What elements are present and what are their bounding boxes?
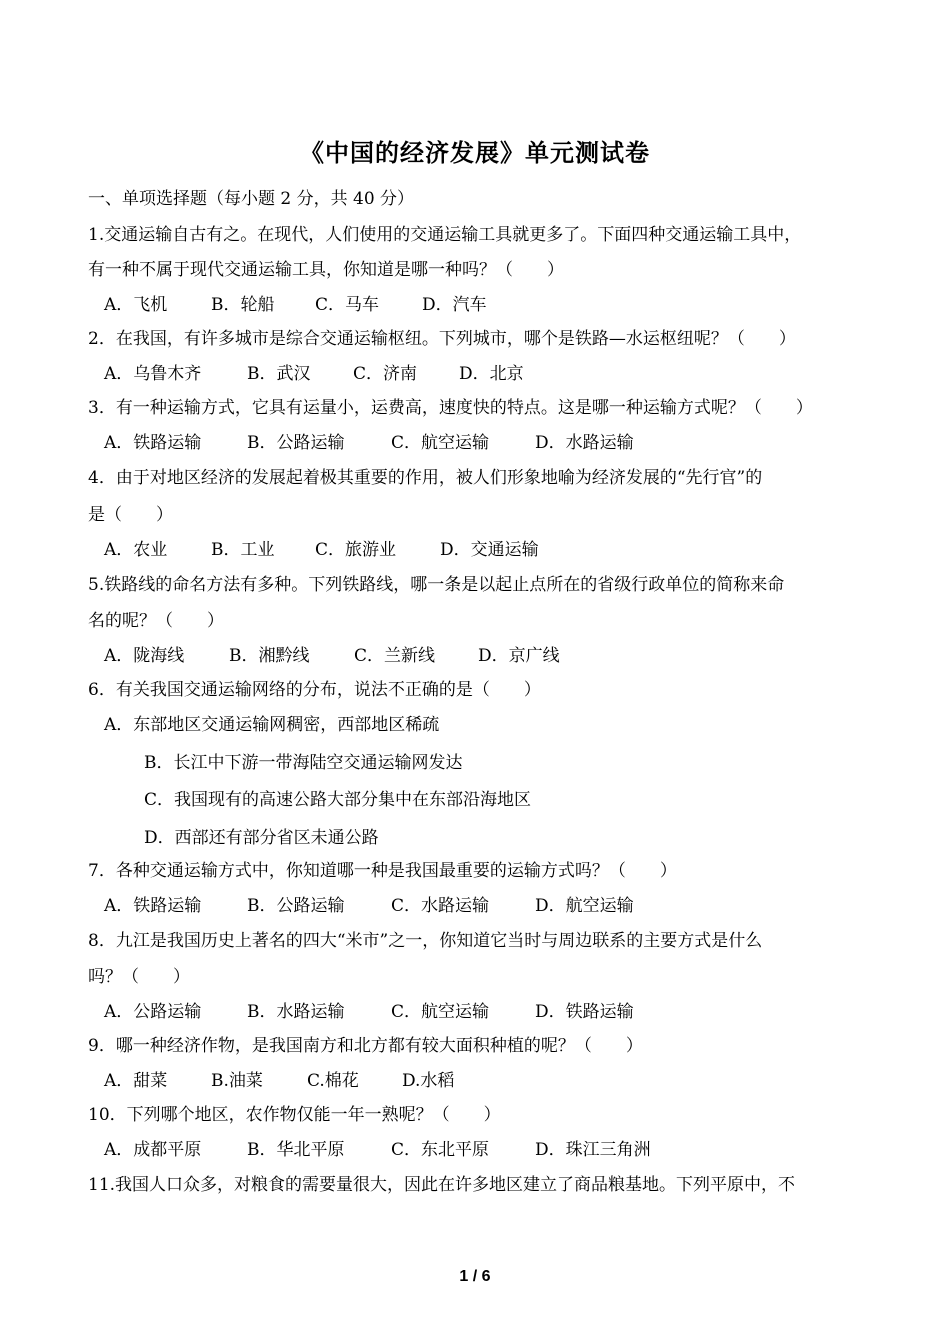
option-b: B．公路运输 (247, 896, 345, 916)
option-b: B．华北平原 (247, 1140, 345, 1160)
question-1-line-2: 有一种不属于现代交通运输工具，你知道是哪一种吗？（ ） (88, 260, 564, 280)
option-a: A．铁路运输 (104, 433, 202, 453)
option-c: C．东北平原 (391, 1140, 490, 1160)
question-9-line-1: 9．哪一种经济作物，是我国南方和北方都有较大面积种植的呢？（ ） (88, 1036, 643, 1056)
option-b: B．湘黔线 (229, 646, 310, 666)
option-d: D．交通运输 (440, 540, 539, 560)
question-6-option-c: C．我国现有的高速公路大部分集中在东部沿海地区 (144, 790, 532, 810)
option-c: C．马车 (315, 295, 380, 315)
option-d: D．铁路运输 (535, 1002, 634, 1022)
question-9-options (104, 1070, 454, 1092)
question-2-options (104, 363, 524, 385)
option-d: D.水稻 (402, 1071, 455, 1091)
option-c: C．济南 (353, 364, 418, 384)
option-d: D．京广线 (478, 646, 560, 666)
option-c: C.棉花 (307, 1071, 359, 1091)
option-d: D．北京 (459, 364, 524, 384)
question-10-options (104, 1139, 651, 1161)
option-b: B．公路运输 (247, 433, 345, 453)
option-c: C．航空运输 (391, 1002, 490, 1022)
option-a: A．铁路运输 (104, 896, 202, 916)
option-b: B．水路运输 (247, 1002, 345, 1022)
section-heading: 一、单项选择题（每小题 2 分，共 40 分） (88, 189, 415, 209)
question-7-options (104, 895, 634, 917)
question-6-option-b: B．长江中下游一带海陆空交通运输网发达 (144, 753, 463, 773)
option-a: A．陇海线 (104, 646, 185, 666)
question-4-line-2: 是（ ） (88, 505, 173, 525)
question-5-line-1: 5.铁路线的命名方法有多种。下列铁路线，哪一条是以起止点所在的省级行政单位的简称来命 (88, 575, 785, 595)
option-c: C．旅游业 (315, 540, 397, 560)
option-d: D．汽车 (422, 295, 487, 315)
option-c: C．航空运输 (391, 433, 490, 453)
option-a: A．公路运输 (104, 1002, 202, 1022)
question-6-line-1: 6．有关我国交通运输网络的分布，说法不正确的是（ ） (88, 680, 541, 700)
option-b: B．工业 (211, 540, 275, 560)
question-4-options (104, 539, 539, 561)
option-d: D．珠江三角洲 (535, 1140, 651, 1160)
page-number: 1 / 6 (459, 1268, 491, 1285)
question-10-line-1: 10．下列哪个地区，农作物仅能一年一熟呢？（ ） (88, 1105, 501, 1125)
option-b: B．武汉 (247, 364, 311, 384)
question-5-options (104, 645, 560, 667)
option-a: A．乌鲁木齐 (104, 364, 202, 384)
option-a: A．甜菜 (104, 1071, 168, 1091)
option-d: D．水路运输 (535, 433, 634, 453)
question-6-option-a: A．东部地区交通运输网稠密，西部地区稀疏 (104, 715, 440, 735)
page-title: 《中国的经济发展》单元测试卷 (300, 138, 650, 167)
option-c: C．水路运输 (391, 896, 490, 916)
option-a: A．飞机 (104, 295, 168, 315)
question-7-line-1: 7．各种交通运输方式中，你知道哪一种是我国最重要的运输方式吗？（ ） (88, 861, 677, 881)
question-2-line-1: 2．在我国，有许多城市是综合交通运输枢纽。下列城市，哪个是铁路—水运枢纽呢？（ ） (88, 329, 796, 349)
question-1-line-1: 1.交通运输自古有之。在现代，人们使用的交通运输工具就更多了。下面四种交通运输工具中， (88, 225, 802, 245)
question-6-option-d: D．西部还有部分省区未通公路 (144, 828, 379, 848)
question-11-line-1: 11.我国人口众多，对粮食的需要量很大，因此在许多地区建立了商品粮基地。下列平原中，不 (88, 1175, 796, 1195)
option-b: B．轮船 (211, 295, 275, 315)
option-c: C．兰新线 (354, 646, 436, 666)
option-a: A．成都平原 (104, 1140, 202, 1160)
question-1-options (104, 294, 487, 316)
question-4-line-1: 4．由于对地区经济的发展起着极其重要的作用，被人们形象地喻为经济发展的“先行官”的 (88, 468, 763, 488)
question-8-line-1: 8．九江是我国历史上著名的四大“米市”之一，你知道它当时与周边联系的主要方式是什么 (88, 931, 763, 951)
question-8-line-2: 吗？（ ） (88, 967, 190, 987)
question-3-line-1: 3．有一种运输方式，它具有运量小，运费高，速度快的特点。这是哪一种运输方式呢？（ ） (88, 398, 813, 418)
option-b: B.油菜 (211, 1071, 263, 1091)
option-a: A．农业 (104, 540, 168, 560)
option-d: D．航空运输 (535, 896, 634, 916)
question-5-line-2: 名的呢？（ ） (88, 611, 224, 631)
question-3-options (104, 432, 634, 454)
question-8-options (104, 1001, 634, 1023)
